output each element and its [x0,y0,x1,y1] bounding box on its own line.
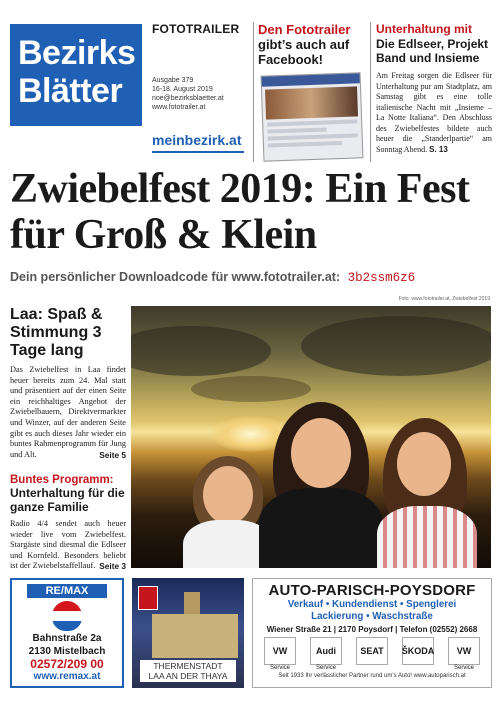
remax-web[interactable]: www.remax.at [33,671,101,682]
entertainment-page-ref[interactable]: S. 13 [429,144,448,154]
brand-audi-label: Service [315,665,336,671]
article-programm[interactable] [10,474,126,572]
vw-commercial-logo-icon: VW [448,637,480,665]
brand-audi [308,637,344,671]
article-laa-page-ref[interactable]: Seite 5 [99,449,126,460]
article-programm-kicker: Buntes Programm: [10,474,114,486]
seat-logo-icon: SEAT [356,637,388,665]
meinbezirk-underline [152,151,244,153]
meinbezirk-link[interactable]: meinbezirk.at [152,132,242,148]
brand-skoda [400,637,436,671]
issue-date: 16-18. August 2019 [152,86,213,93]
article-laa[interactable] [10,306,126,460]
remax-street: Bahnstraße 2a [32,633,102,644]
entertainment-teaser[interactable] [370,22,492,162]
brand-vw-commercial-label: Service [453,665,474,671]
ad-auto-parisch[interactable] [252,578,492,688]
fototrailer-web[interactable]: www.fototrailer.at [152,104,206,111]
skoda-logo-icon: ŠKODA [402,637,434,665]
fototrailer-label: FOTOTRAILER [152,22,240,36]
brand-vw-commercial [446,637,482,671]
auto-services-2: Lackierung • Waschstraße [311,611,433,622]
auto-brand-logos [257,637,487,671]
laa-caption-line-1: THERMENSTADT [153,661,223,671]
laa-caption [140,660,236,682]
brand-seat [354,637,390,671]
laa-caption-line-2: LAA AN DER THAYA [148,671,228,681]
facebook-screenshot-image [261,72,364,161]
main-photo-three-girls [131,306,491,568]
entertainment-body: Am Freitag sorgen die Edlseer für Unterhaltung pur am Stadtplatz, am Samstag gibt es eine tolle italienische Nacht mit „Insieme – La Notte Italiana“. Den Abschluss des Zwiebelfestes bildete auch heuer die „Standerlpartie“ am Sonntag Abend. [376,71,492,154]
entertainment-text [376,71,492,155]
article-programm-headline: Unterhaltung für die ganze Familie [10,486,125,514]
issue-number: Ausgabe 379 [152,77,194,84]
brand-vw-label: Service [269,665,290,671]
facebook-teaser-line-1: Den Fototrailer [258,22,351,37]
article-laa-body: Das Zwiebelfest in Laa findet heuer bereits zum 24. Mal statt und präsentiert auf der einen Seite ein reichhaltiges Angebot der Zwiebelbauern, Direktvermarkter und Winzer, auf der anderen Seite gibt es auch dieses Jahr wieder ein buntes Rahmenprogramm für Jung und Alt. [10,365,126,459]
auto-footer-text: Seit 1933 Ihr verlässlicher Partner rund um’s Auto! [278,673,412,679]
auto-services-1: Verkauf • Kundendienst • Spenglerei [287,599,457,610]
auto-parisch-title: AUTO-PARISCH-POYSDORF [268,582,476,599]
bezirksblaetter-logo[interactable] [10,24,142,126]
logo-line-1: Bezirks [18,34,136,72]
entertainment-kicker: Unterhaltung mit [376,22,472,36]
remax-logo: RE/MAX [27,584,107,598]
fototrailer-info [152,22,248,154]
audi-logo-icon: Audi [310,637,342,665]
logo-line-2: Blätter [18,72,123,110]
facebook-teaser-line-3: Facebook! [258,52,324,67]
facebook-teaser-title [258,22,365,67]
auto-footer [253,673,491,679]
facebook-teaser-line-2: gibt’s auch auf [258,37,350,52]
photo-credit: Foto: www.fototrailer.at, Zwiebelfest 2019 [398,296,490,302]
auto-web[interactable]: www.autoparisch.at [413,673,466,679]
vw-logo-icon: VW [264,637,296,665]
article-laa-headline: Laa: Spaß & Stimmung 3 Tage lang [10,306,103,359]
download-text: Dein persönlicher Downloadcode für www.fototrailer.at: [10,270,341,284]
ad-remax[interactable] [10,578,124,688]
auto-address: Wiener Straße 21 | 2170 Poysdorf | Telefon (02552) 2668 [266,625,478,634]
ad-thermenstadt-laa[interactable] [132,578,244,688]
town-hall-building [152,614,238,658]
download-line [10,270,415,285]
main-headline: Zwiebelfest 2019: Ein Fest für Groß & Klein [10,166,470,258]
remax-phone[interactable]: 02572/209 00 [30,657,104,671]
remax-city: 2130 Mistelbach [28,646,106,657]
contact-email[interactable]: noe@bezirksblaetter.at [152,95,224,102]
download-code[interactable]: 3b2ssm6z6 [347,271,416,285]
entertainment-headline: Die Edlseer, Projekt Band und Insieme [376,37,489,65]
laa-crest-icon [138,586,158,610]
remax-balloon-icon [52,601,82,631]
article-programm-body: Radio 4/4 sendet auch heuer wieder live vom Zwiebelfest. Stargäste sind diesmal die Edlseer und Kornfeld. Besonders beliebt ist der Zwiebelstaffellauf. [10,519,126,571]
article-programm-text [10,519,126,572]
article-programm-page-ref[interactable]: Seite 3 [99,561,126,572]
article-laa-text [10,365,126,460]
facebook-teaser[interactable] [253,22,365,162]
issue-meta [152,76,224,112]
brand-vw [262,637,298,671]
